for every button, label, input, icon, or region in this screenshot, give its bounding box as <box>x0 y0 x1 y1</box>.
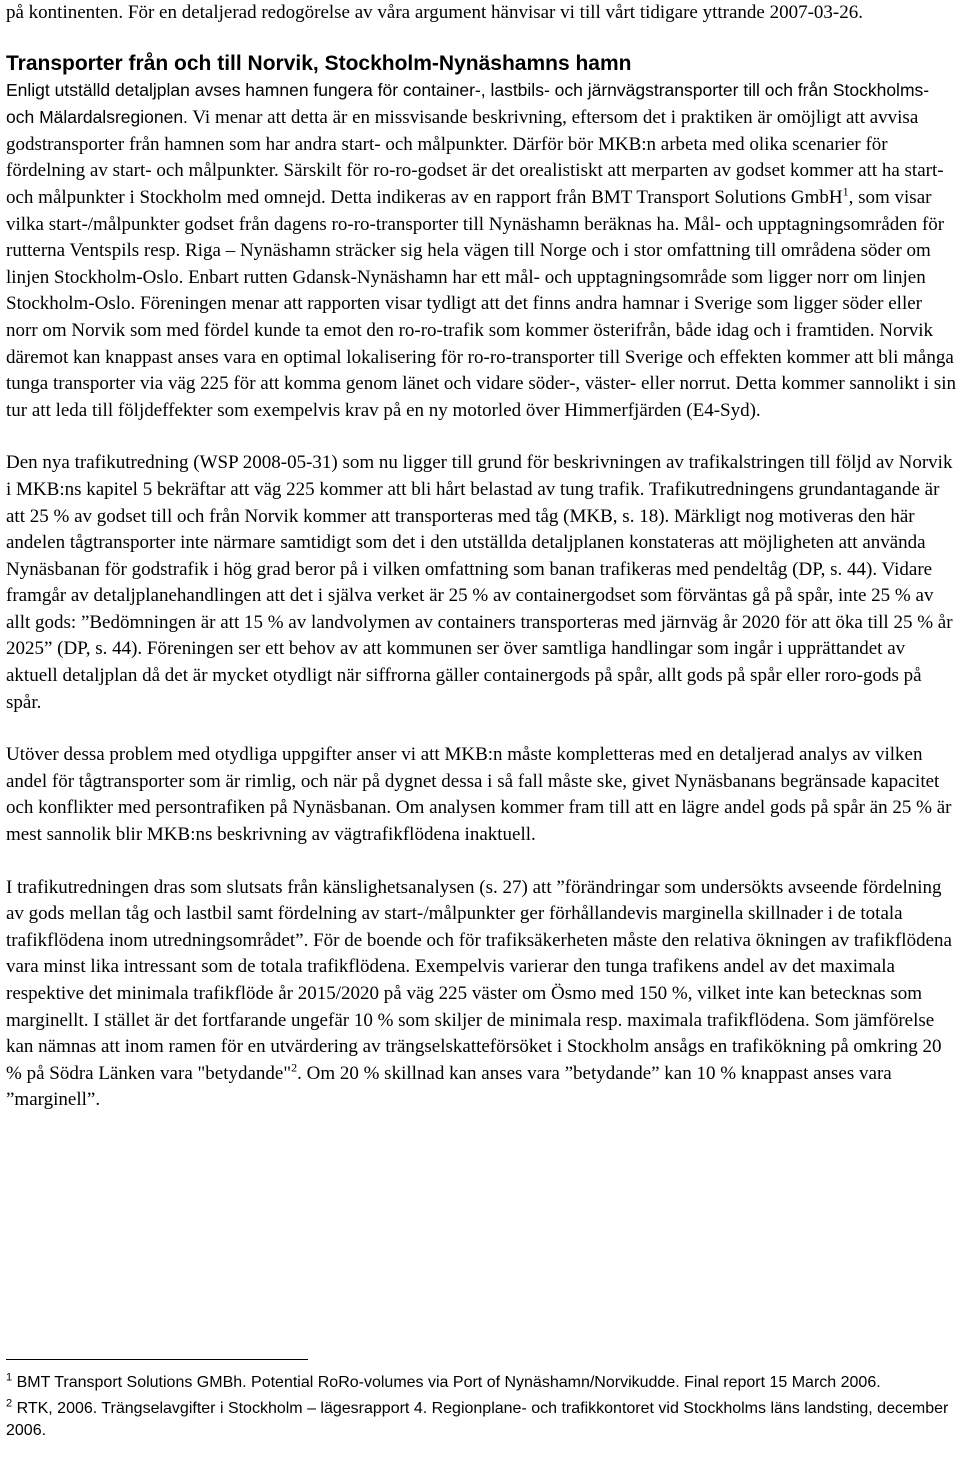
paragraph-norvik-text-b: , som visar vilka start-/målpunkter godset från dagens ro-ro-transporter till Nynäshamn beräknas ha. Mål- och upptagningsområden för rutterna Ventspils resp. Riga – Nynäshamn sträcker sig hela vägen till Norge och i stor omfattning till områdena söder om linjen Stockholm-Oslo. Enbart rutten Gdansk-Nynäshamn har ett mål- och upptagningsområde som ligger norr om linjen Stockholm-Oslo. Föreningen menar att rapporten visar tydligt att det finns andra hamnar i Sverige som ligger söder eller norr om Norvik som med fördel kunde ta emot den ro-ro-trafik som kommer österifrån, både idag och i framtiden. Norvik däremot kan knappast anses vara en optimal lokalisering för ro-ro-transporter till Sverige och effekten kommer att bli många tunga transporter via väg 225 för att komma genom länet och vidare söder-, väster- eller norrut. Detta kommer sannolikt i sin tur att leda till följdeffekter som exempelvis krav på en ny motorled över Himmerfjärden (E4-Syd). <box>6 186 957 421</box>
section-heading: Transporter från och till Norvik, Stockholm-Nynäshamns hamn <box>6 51 632 75</box>
paragraph-kanslighetsanalys-text-a: I trafikutredningen dras som slutsats från känslighetsanalysen (s. 27) att ”förändringar som undersökts avseende fördelning av gods mellan tåg och lastbil samt fördelning av start-/målpunkter ger förhållandevis marginella skillnader i de totala trafikflödena inom utredningsområdet”. För de boende och för trafiksäkerheten måste den relativa ökningen av trafikflödena vara minst lika intressant som de totala trafikflödena. Exempelvis varierar den tunga trafikens andel av det maximala respektive det minimala trafikflöde år 2015/2020 på väg 225 väster om Ösmo med 150 %, vilket inte kan betecknas som marginellt. I stället är det fortfarande ungefär 10 % som skiljer de minimala resp. maximala trafikflödena. Som jämförelse kan nämnas att inom ramen för en utvärdering av trängselskatteförsöket i Stockholm ansågs en trafikökning på omkring 20 % på Södra Länken vara "betydande" <box>6 876 952 1084</box>
footnote-text: RTK, 2006. Trängselavgifter i Stockholm – lägesrapport 4. Regionplane- och trafikkontoret vid Stockholms läns landsting, december 2006. <box>6 1400 949 1439</box>
paragraph-kanslighetsanalys <box>6 875 956 1114</box>
footnotes <box>6 1372 956 1442</box>
footnote-1 <box>6 1372 956 1394</box>
footnote-text: BMT Transport Solutions GMBh. Potential RoRo-volumes via Port of Nynäshamn/Norvikudde. Final report 15 March 2006. <box>12 1374 881 1391</box>
intro-paragraph: på kontinenten. För en detaljerad redogörelse av våra argument hänvisar vi till vårt tidigare yttrande 2007-03-26. <box>6 2 864 23</box>
footnote-number: 2 <box>6 1397 13 1410</box>
footnote-ref-2: 2 <box>291 1060 298 1075</box>
footnote-ref-1: 1 <box>842 184 849 199</box>
footnote-2 <box>6 1398 956 1442</box>
footnote-divider <box>6 1359 308 1360</box>
paragraph-norvik <box>6 77 956 425</box>
paragraph-norvik-lead: Enligt utställd detaljplan avses hamnen fungera för container-, lastbils- och järnvägstransporter till och från Stockholms- och Mälardalsregionen. <box>6 79 930 128</box>
paragraph-komplettering: Utöver dessa problem med otydliga uppgifter anser vi att MKB:n måste kompletteras med en detaljerad analys av vilken andel för tågtransporter som är rimlig, och när på dygnet dessa i så fall måste ske, givet Nynäsbanans begränsade kapacitet och konflikter med persontrafiken på Nynäsbanan. Om analysen kommer fram till att en lägre andel gods på spår än 25 % är mest sannolik blir MKB:ns beskrivning av vägtrafikflödena inaktuell. <box>6 744 952 846</box>
paragraph-kanslighetsanalys-text-b: . Om 20 % skillnad kan anses vara ”betydande” kan 10 % knappast anses vara ”marginell”. <box>6 1062 892 1111</box>
paragraph-norvik-text-a: Vi menar att detta är en missvisande beskrivning, eftersom det i praktiken är omöjligt att avvisa godstransporter från hamnen som har andra start- och målpunkter. Därför bör MKB:n arbeta med olika scenarier för fördelning av start- och målpunkter. Särskilt för ro-ro-godset är det orealistiskt att merparten av godset kommer att ha start- och målpunkter i Stockholm med omnejd. Detta indikeras av en rapport från BMT Transport Solutions GmbH <box>6 107 944 208</box>
document-page <box>6 0 957 1439</box>
footnote-number: 1 <box>6 1371 13 1384</box>
paragraph-trafikutredning: Den nya trafikutredning (WSP 2008-05-31) som nu ligger till grund för beskrivningen av trafikalstringen till följd av Norvik i MKB:ns kapitel 5 bekräftar att väg 225 kommer att bli hårt belastad av tung trafik. Trafikutredningens grundantagande är att 25 % av godset till och från Norvik kommer att transporteras med tåg (MKB, s. 18). Märkligt nog motiveras den här andelen tågtransporter inte närmare samtidigt som det i den utställda detaljplanen konstateras att möjligheten att använda Nynäsbanan för godstrafik i hög grad beror på i vilken omfattning som banan trafikeras med pendeltåg (DP, s. 44). Vidare framgår av detaljplanehandlingen att det i själva verket är 25 % av containergodset som förväntas gå på spår, inte 25 % av allt gods: ”Bedömningen är att 15 % av landvolymen av containers transporteras med järnväg år 2020 för att öka till 25 % år 2025” (DP, s. 44). Föreningen ser ett behov av att kommunen ser över samtliga handlingar som ingår i upprättandet av aktuell detaljplan då det är mycket otydligt när siffrorna gäller containergods på spår, allt gods på spår eller roro-gods på spår. <box>6 452 953 713</box>
